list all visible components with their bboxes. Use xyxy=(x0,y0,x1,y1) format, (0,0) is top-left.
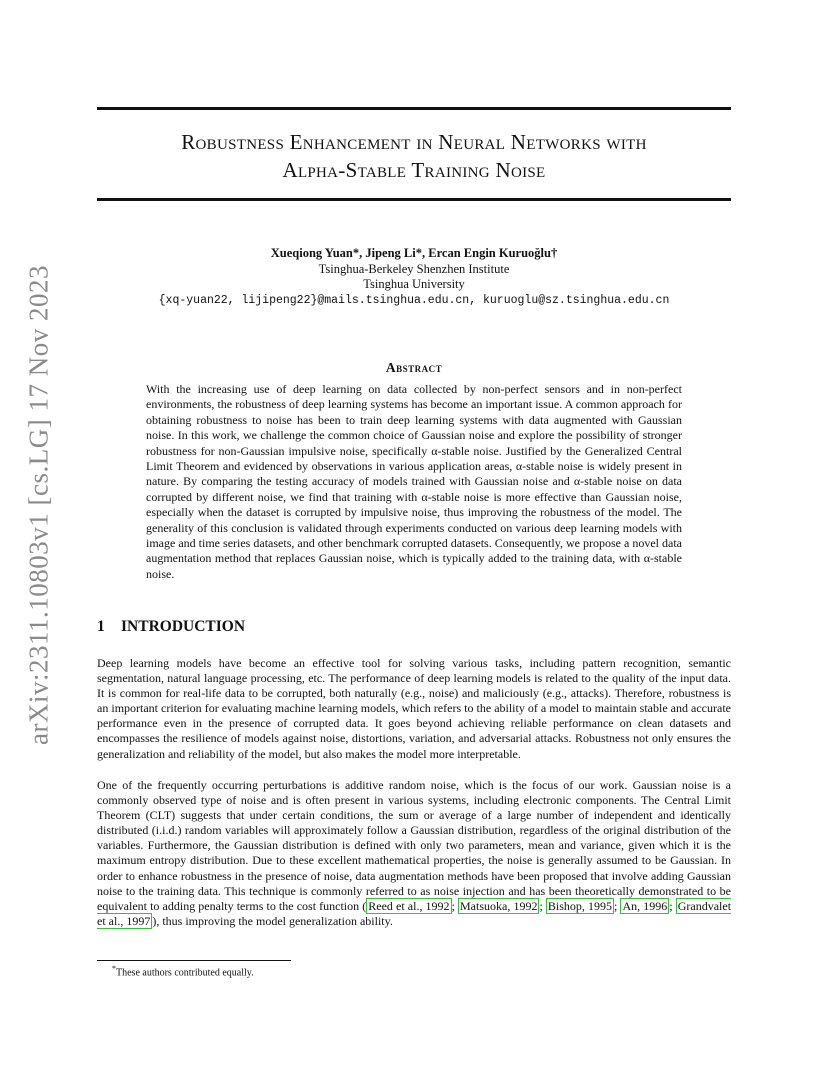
affiliation-2: Tsinghua University xyxy=(363,277,465,291)
author-names: Xueqiong Yuan*, Jipeng Li*, Ercan Engin Kuruoğlu† xyxy=(270,246,558,260)
title-bottom-rule xyxy=(97,198,731,201)
affiliation-1: Tsinghua-Berkeley Shenzhen Institute xyxy=(318,261,510,276)
section-number: 1 xyxy=(97,618,105,635)
abstract-heading: Abstract xyxy=(385,360,443,375)
intro-paragraph-2: One of the frequently occurring perturbations is additive random noise, which is the focus of our work. Gaussian noise is a commonly observed type of noise and is often present in various systems, including electronic components. The Central Limit Theorem (CLT) suggests that under certain conditions, the sum or average of a large number of independent and identically distributed (i.i.d.) random variables will approximately follow a Gaussian distribution, regardless of the original distribution of the variables. Furthermore, the Gaussian distribution is defined with only two parameters, mean and variance, given which it is the maximum entropy distribution. Due to these excellent mathematical properties, the noise is generally assumed to be Gaussian. In order to enhance robustness in the presence of noise, data augmentation methods have been proposed that involve adding Gaussian noise to the training data. This technique is commonly referred to as noise injection and has been theoretically demonstrated to be equivalent to adding penalty terms to the cost function ( Reed et al., 1992 ; Matsuoka, 1992 ; Bishop, 1995 ; An, 1996 ; Grandvalet et al., 1997 ), thus improving the model generalization ability. xyxy=(97,778,732,928)
author-block xyxy=(97,246,731,308)
citation-matsuoka-1992[interactable]: Matsuoka, 1992 xyxy=(460,898,538,913)
arxiv-identifier: arXiv:2311.10803v1 [cs.LG] 17 Nov 2023 xyxy=(23,265,54,745)
abstract-text: With the increasing use of deep learning on data collected by non-perfect sensors and in non-perfect environments, the robustness of deep learning systems has become an important issue. A common approach for obtaining robustness to noise has been to train deep learning systems with data augmented with Gaussian noise. In this work, we challenge the common choice of Gaussian noise and explore the possibility of stronger robustness for non-Gaussian impulsive noise, specifically α-stable noise. Justified by the Generalized Central Limit Theorem and evidenced by observations in various application areas, α-stable noise is widely present in nature. By comparing the testing accuracy of models trained with Gaussian noise and α-stable noise on data corrupted by different noise, we find that training with α-stable noise is more effective than Gaussian noise, especially when the dataset is corrupted by impulsive noise, thus improving the robustness of the model. The generality of this conclusion is validated through experiments conducted on various deep learning models with image and time series datasets, and other benchmark corrupted datasets. Consequently, we propose a novel data augmentation method that replaces Gaussian noise, which is typically added to the training data, with α-stable noise. xyxy=(146,382,682,581)
citation-reed-1992[interactable]: Reed et al., 1992 xyxy=(368,898,450,913)
title-top-rule xyxy=(97,107,731,110)
intro-paragraph-1: Deep learning models have become an effective tool for solving various tasks, including pattern recognition, semantic segmentation, natural language processing, etc. The performance of deep learning models is related to the quality of the input data. It is common for real-life data to be corrupted, both naturally (e.g., noise) and maliciously (e.g., attacks). Therefore, robustness is an important criterion for evaluating machine learning models, which refers to the ability of a model to maintain stable and accurate performance even in the presence of corrupted data. It goes beyond achieving reliable performance on clean datasets and encompasses the resilience of models against noise, distortions, variation, and adversarial attacks. Robustness not only ensures the generalization and reliability of the model, but also makes the model more interpretable. xyxy=(97,656,731,761)
title-line-2: Alpha-Stable Training Noise xyxy=(282,158,546,182)
footnote-text: These authors contributed equally. xyxy=(116,967,254,979)
title-line-1: Robustness Enhancement in Neural Networks with xyxy=(181,130,647,154)
intro-paragraph-2-text: One of the frequently occurring perturbations is additive random noise, which is the focus of our work. Gaussian noise is a commonly observed type of noise and is often present in various systems, including electronic components. The Central Limit Theorem (CLT) suggests that under certain conditions, the sum or average of a large number of independent and identically distributed (i.i.d.) random variables will approximately follow a Gaussian distribution, regardless of the original distribution of the variables. Furthermore, the Gaussian distribution is defined with only two parameters, mean and variance, given which it is the maximum entropy distribution. Due to these excellent mathematical properties, the noise is generally assumed to be Gaussian. In order to enhance robustness in the presence of noise, data augmentation methods have been proposed that involve adding Gaussian noise to the training data. This technique is commonly referred to as noise injection and has been theoretically demonstrated to be equivalent to adding penalty terms to the cost function ( xyxy=(97,778,731,913)
footnote xyxy=(112,964,254,978)
paper-title xyxy=(97,128,731,184)
arxiv-sidebar-stamp xyxy=(23,265,54,745)
citation-grandvalet-1997[interactable]: Grandvalet et al., 1997 xyxy=(97,898,732,928)
author-emails: {xq-yuan22, lijipeng22}@mails.tsinghua.edu.cn, kuruoglu@sz.tsinghua.edu.cn xyxy=(158,293,670,307)
section-title: INTRODUCTION xyxy=(121,618,246,635)
footnote-mark: * xyxy=(112,964,116,973)
citation-an-1996[interactable]: An, 1996 xyxy=(622,898,668,913)
section-heading-introduction xyxy=(97,618,245,636)
intro-paragraph-2-end: ), thus improving the model generalization ability. xyxy=(152,913,393,928)
citation-bishop-1995[interactable]: Bishop, 1995 xyxy=(547,898,613,913)
footnote-rule xyxy=(97,960,291,961)
